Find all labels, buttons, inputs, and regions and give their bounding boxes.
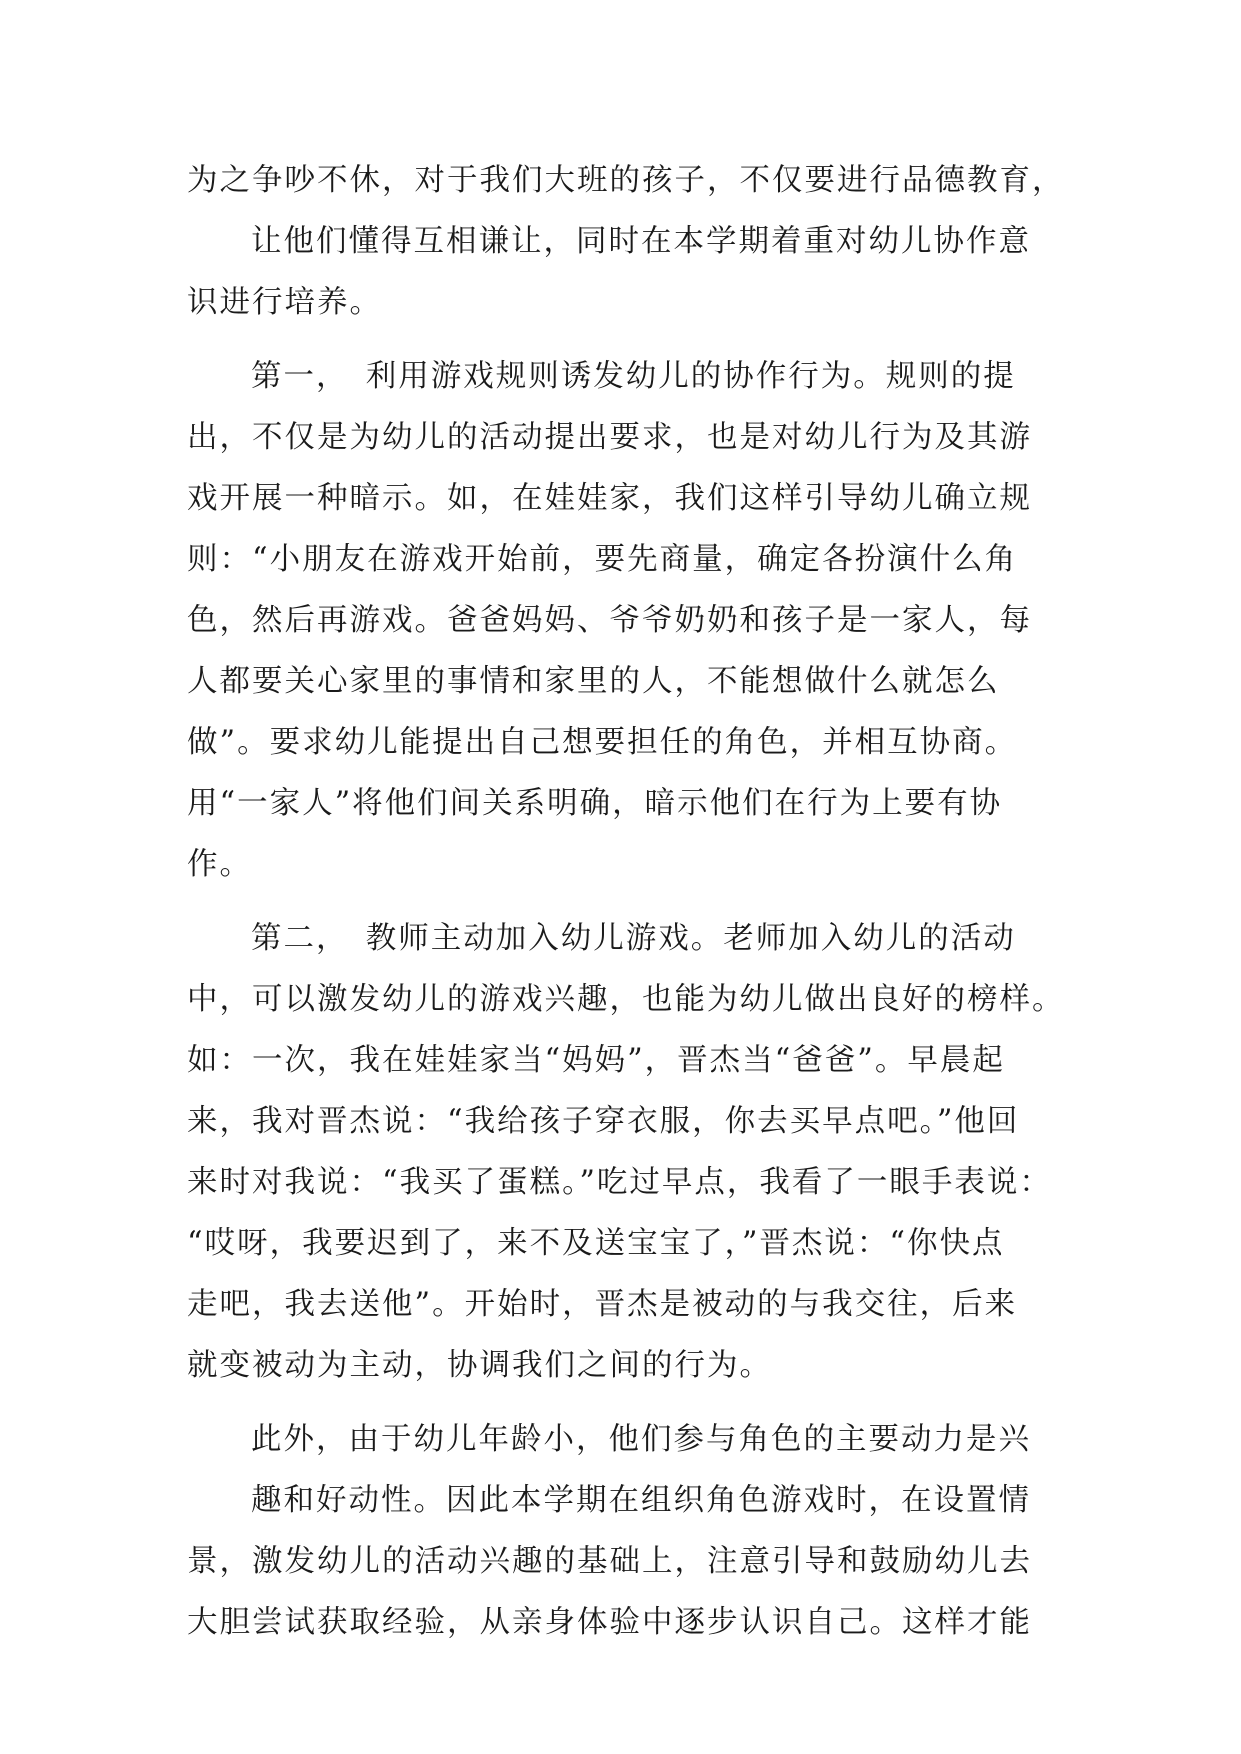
text-line: 用“一家人”将他们间关系明确，暗示他们在行为上要有协 (187, 786, 1003, 821)
text-line: “哎呀，我要迟到了，来不及送宝宝了，”晋杰说：“你快点 (187, 1226, 1005, 1261)
paragraph-first-line: 第一， 利用游戏规则诱发幼儿的协作行为。规则的提 (251, 359, 1016, 394)
text-line: 走吧，我去送他”。开始时，晋杰是被动的与我交往，后来 (187, 1287, 1018, 1322)
text-line: 让他们懂得互相谦让，同时在本学期着重对幼儿协作意 (251, 224, 1031, 259)
text-line: 作。 (187, 847, 252, 882)
text-line: 则：“小朋友在游戏开始前，要先商量，确定各扮演什么角 (187, 542, 1018, 577)
text-line: 大胆尝试获取经验，从亲身体验中逐步认识自己。这样才能 (187, 1605, 1032, 1640)
paragraph-first-line: 第二， 教师主动加入幼儿游戏。老师加入幼儿的活动 (251, 921, 1016, 956)
text-line: 人都要关心家里的事情和家里的人，不能想做什么就怎么 (187, 664, 1000, 699)
body-text (187, 150, 1065, 1653)
text-line: 识进行培养。 (187, 285, 382, 320)
text-line: 色，然后再游戏。爸爸妈妈、爷爷奶奶和孩子是一家人，每 (187, 603, 1032, 638)
text-line: 就变被动为主动，协调我们之间的行为。 (187, 1348, 772, 1383)
text-line: 趣和好动性。因此本学期在组织角色游戏时，在设置情 (251, 1483, 1031, 1518)
text-line: 景，激发幼儿的活动兴趣的基础上，注意引导和鼓励幼儿去 (187, 1544, 1032, 1579)
paragraph-first-line: 此外，由于幼儿年龄小，他们参与角色的主要动力是兴 (251, 1422, 1031, 1457)
text-line: 中，可以激发幼儿的游戏兴趣，也能为幼儿做出良好的榜样。 (187, 982, 1065, 1017)
text-line: 如：一次，我在娃娃家当“妈妈”，晋杰当“爸爸”。早晨起 (187, 1043, 1005, 1078)
text-line: 来，我对晋杰说：“我给孩子穿衣服，你去买早点吧。”他回 (187, 1104, 1020, 1139)
text-line: 来时对我说：“我买了蛋糕。”吃过早点，我看了一眼手表说： (187, 1165, 1052, 1200)
text-line: 做”。要求幼儿能提出自己想要担任的角色，并相互协商。 (187, 725, 1018, 760)
text-line: 戏开展一种暗示。如，在娃娃家，我们这样引导幼儿确立规 (187, 481, 1032, 516)
text-line: 出，不仅是为幼儿的活动提出要求，也是对幼儿行为及其游 (187, 420, 1032, 455)
text-line: 为之争吵不休，对于我们大班的孩子，不仅要进行品德教育， (187, 163, 1065, 198)
